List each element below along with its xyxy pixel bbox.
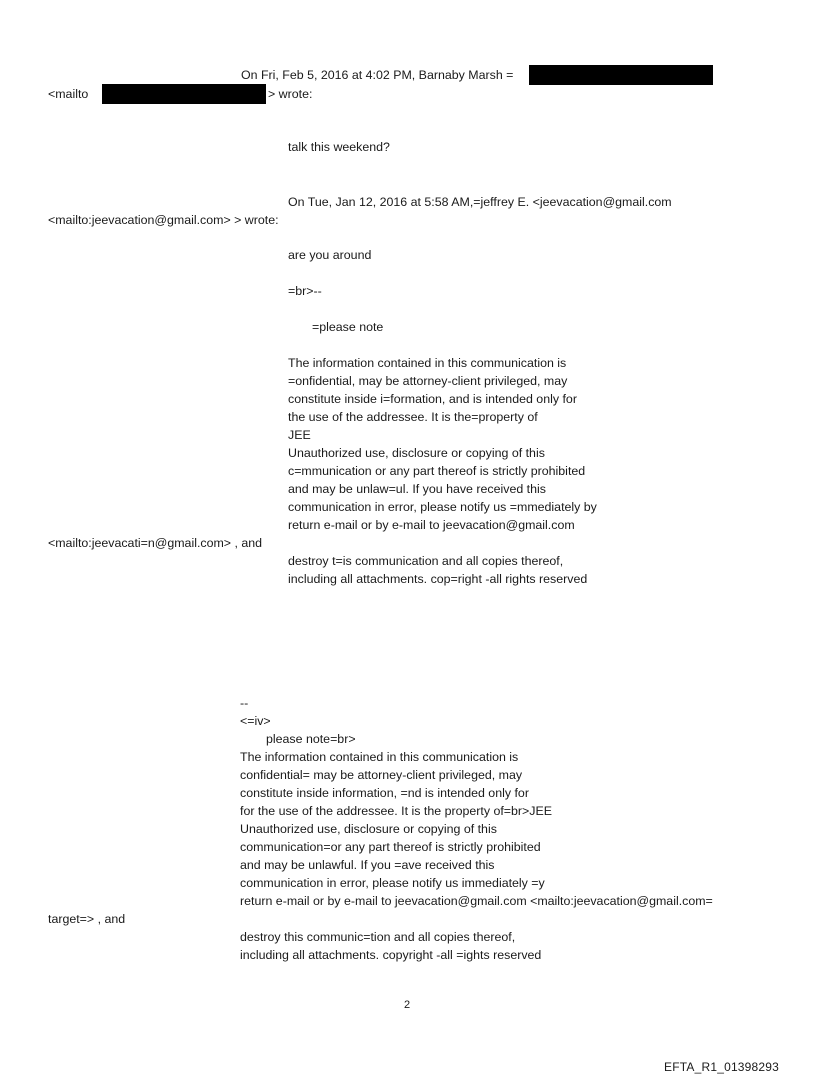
quoted-header-line-1: On Tue, Jan 12, 2016 at 5:58 AM,=jeffrey E. <jeevacation@gmail.com bbox=[288, 195, 672, 209]
disclaimer-line: including all attachments. copyright -all =ights reserved bbox=[240, 948, 542, 962]
disclaimer-line: <mailto:jeevacati=n@gmail.com> , and bbox=[48, 536, 263, 550]
please-note: =please note bbox=[312, 320, 384, 334]
disclaimer-line: constitute inside information, =nd is intended only for bbox=[240, 786, 529, 800]
disclaimer-line: and may be unlawful. If you =ave received this bbox=[240, 858, 495, 872]
please-note: please note=br> bbox=[266, 732, 356, 746]
disclaimer-line: The information contained in this communication is bbox=[288, 356, 567, 370]
disclaimer-line: The information contained in this communication is bbox=[240, 750, 519, 764]
disclaimer-line: destroy this communic=tion and all copies thereof, bbox=[240, 930, 516, 944]
disclaimer-line: and may be unlaw=ul. If you have received this bbox=[288, 482, 546, 496]
quoted-header-line-2: <mailto:jeevacation@gmail.com> > wrote: bbox=[48, 213, 279, 227]
disclaimer-line: constitute inside i=formation, and is intended only for bbox=[288, 392, 577, 406]
redaction-box bbox=[529, 65, 713, 85]
disclaimer-line: communication in error, please notify us =mmediately by bbox=[288, 500, 597, 514]
disclaimer-line: confidential= may be attorney-client privileged, may bbox=[240, 768, 523, 782]
disclaimer-line: c=mmunication or any part thereof is strictly prohibited bbox=[288, 464, 586, 478]
signature-separator: -- bbox=[240, 696, 249, 710]
disclaimer-line: communication in error, please notify us immediately =y bbox=[240, 876, 545, 890]
disclaimer-line: <=iv> bbox=[240, 714, 271, 728]
disclaimer-line: Unauthorized use, disclosure or copying of this bbox=[240, 822, 497, 836]
redaction-box bbox=[102, 84, 266, 104]
quoted-body-text: are you around bbox=[288, 248, 372, 262]
disclaimer-line: target=> , and bbox=[48, 912, 126, 926]
signature-separator: =br>-- bbox=[288, 284, 322, 298]
disclaimer-line: including all attachments. cop=right -all rights reserved bbox=[288, 572, 588, 586]
disclaimer-line: return e-mail or by e-mail to jeevacation@gmail.com bbox=[288, 518, 575, 532]
disclaimer-line: the use of the addressee. It is the=property of bbox=[288, 410, 538, 424]
disclaimer-line: communication=or any part thereof is strictly prohibited bbox=[240, 840, 541, 854]
bates-number: EFTA_R1_01398293 bbox=[664, 1060, 780, 1074]
disclaimer-line: return e-mail or by e-mail to jeevacation@gmail.com <mailto:jeevacation@gmail.com= bbox=[240, 894, 713, 908]
reply-header-line-1: On Fri, Feb 5, 2016 at 4:02 PM, Barnaby Marsh = bbox=[241, 68, 514, 82]
disclaimer-line: Unauthorized use, disclosure or copying of this bbox=[288, 446, 545, 460]
reply-text: talk this weekend? bbox=[288, 140, 390, 154]
reply-header-mailto-prefix: <mailto bbox=[48, 87, 89, 101]
disclaimer-line: =onfidential, may be attorney-client privileged, may bbox=[288, 374, 568, 388]
reply-header-wrote: > wrote: bbox=[268, 87, 313, 101]
disclaimer-line: for the use of the addressee. It is the property of=br>JEE bbox=[240, 804, 553, 818]
page-number: 2 bbox=[404, 999, 411, 1011]
disclaimer-line: destroy t=is communication and all copies thereof, bbox=[288, 554, 564, 568]
disclaimer-line: JEE bbox=[288, 428, 311, 442]
